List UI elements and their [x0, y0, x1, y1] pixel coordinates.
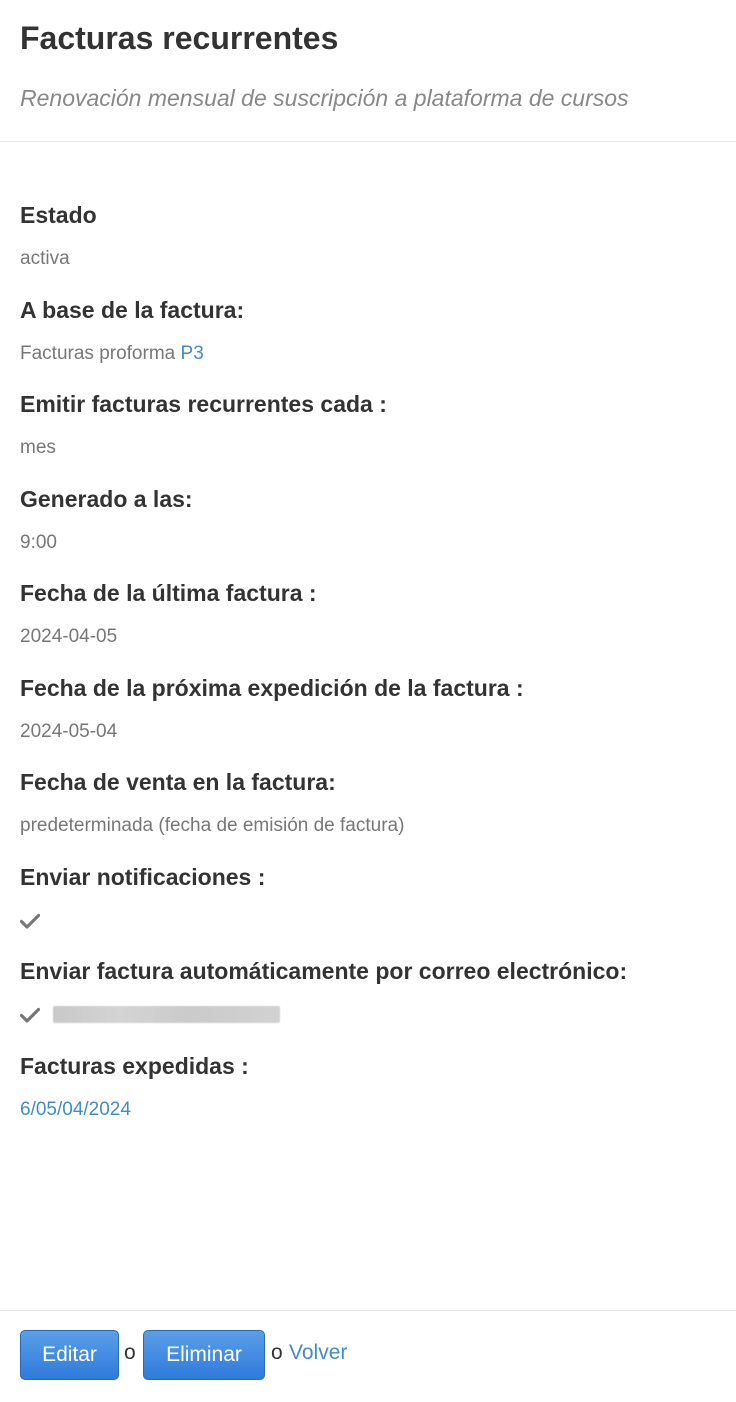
delete-button[interactable]: Eliminar	[143, 1330, 265, 1380]
edit-button[interactable]: Editar	[20, 1330, 119, 1380]
checkmark-icon	[20, 1007, 40, 1023]
field-label: Generado a las:	[20, 486, 193, 512]
field-value	[20, 1098, 131, 1122]
field-generado	[20, 485, 716, 553]
field-value	[20, 342, 204, 366]
field-value	[20, 1003, 280, 1027]
checkmark-icon	[20, 913, 40, 929]
field-facturas-expedidas	[20, 1052, 716, 1120]
form-actions	[0, 1310, 736, 1402]
field-fecha-venta	[20, 768, 716, 836]
field-label: Fecha de la última factura :	[20, 580, 317, 606]
field-label: Fecha de la próxima expedición de la factura :	[20, 675, 524, 701]
field-value: 2024-04-05	[20, 626, 118, 647]
issued-invoice-link[interactable]: 6/05/04/2024	[20, 1099, 131, 1120]
field-label: Enviar factura automáticamente por correo electrónico:	[20, 958, 628, 984]
field-value: activa	[20, 248, 70, 269]
field-label: Emitir facturas recurrentes cada :	[20, 391, 387, 417]
field-value: 9:00	[20, 532, 57, 553]
field-label: A base de la factura:	[20, 297, 245, 323]
field-envio-correo	[20, 957, 716, 985]
redacted-email	[53, 1006, 280, 1023]
field-label: Facturas expedidas :	[20, 1053, 249, 1079]
field-value: 2024-05-04	[20, 721, 118, 742]
separator-text: o	[124, 1341, 136, 1364]
field-notificaciones	[20, 863, 716, 891]
field-proxima-expedicion	[20, 674, 716, 742]
base-invoice-link[interactable]: P3	[180, 343, 204, 364]
field-value: predeterminada (fecha de emisión de factura)	[20, 815, 405, 836]
page-header	[0, 0, 736, 142]
field-label: Enviar notificaciones :	[20, 864, 266, 890]
field-base-factura	[20, 296, 716, 364]
back-link[interactable]: Volver	[289, 1341, 348, 1364]
field-label: Fecha de venta en la factura:	[20, 769, 336, 795]
field-value	[20, 909, 40, 933]
field-estado	[20, 201, 716, 269]
separator-text: o	[271, 1341, 283, 1364]
field-ultima-factura	[20, 579, 716, 647]
field-frecuencia	[20, 390, 716, 458]
page-title: Facturas recurrentes	[20, 20, 339, 56]
page-subtitle: Renovación mensual de suscripción a plataforma de cursos	[20, 85, 629, 111]
field-value: mes	[20, 437, 56, 458]
field-label: Estado	[20, 202, 97, 228]
base-invoice-prefix: Facturas proforma	[20, 343, 176, 364]
